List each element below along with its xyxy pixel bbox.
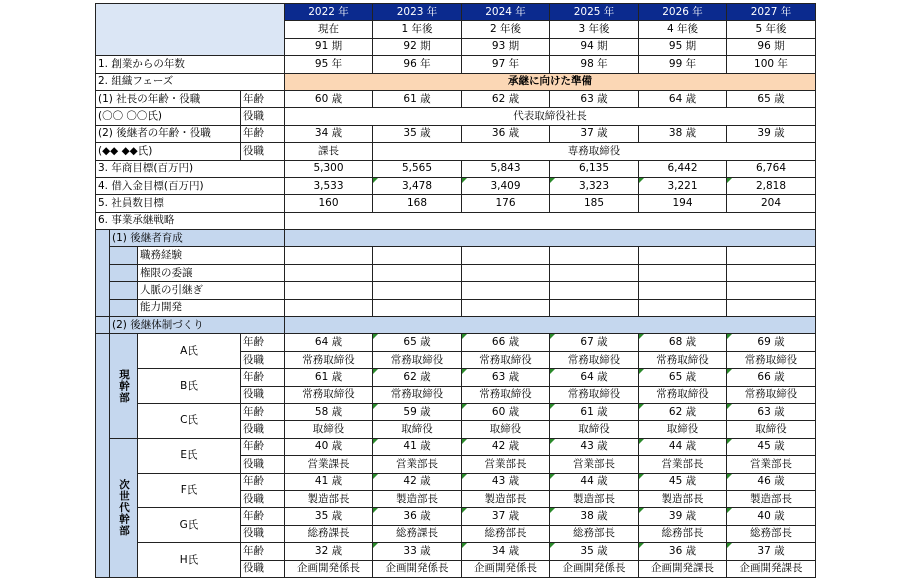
- age-label: 年齢: [241, 125, 285, 142]
- age-cell: 40 歳: [727, 508, 816, 525]
- person-age-row: [96, 334, 816, 351]
- section-fill: [285, 230, 816, 247]
- age-cell: 36 歳: [373, 508, 462, 525]
- age-cell: 64 歳: [550, 369, 639, 386]
- value-cell: 3,221: [639, 177, 727, 194]
- age-cell: 38 歳: [550, 508, 639, 525]
- item-label: 人脈の引継ぎ: [138, 282, 285, 299]
- value-cell: 6,764: [727, 160, 816, 177]
- value-cell: 6,135: [550, 160, 639, 177]
- value-cell: 160: [285, 195, 373, 212]
- role-label: 役職: [241, 421, 285, 438]
- row-label: 3. 年商目標(百万円): [96, 160, 285, 177]
- value-cell: 204: [727, 195, 816, 212]
- role-cell: 常務取締役: [285, 351, 373, 368]
- age-cell: 68 歳: [639, 334, 727, 351]
- row-label-sub: (〇〇 〇〇氏): [96, 108, 241, 125]
- relative-year-cell: 1 年後: [373, 21, 462, 38]
- person-name: B氏: [138, 369, 241, 404]
- section-fill: [285, 317, 816, 334]
- plan-cell: [373, 247, 462, 264]
- indent-cell: [96, 230, 110, 317]
- value-cell: 185: [550, 195, 639, 212]
- plan-cell: [727, 247, 816, 264]
- plan-cell: [727, 282, 816, 299]
- age-cell: 65 歳: [639, 369, 727, 386]
- role-cell: 常務取締役: [639, 351, 727, 368]
- role-cell: 営業部長: [373, 456, 462, 473]
- plan-cell: [727, 264, 816, 281]
- header-row-years: [96, 4, 816, 21]
- phase-value: 承継に向けた準備: [285, 73, 816, 90]
- president-age-row: [96, 90, 816, 107]
- plan-cell: [550, 299, 639, 316]
- item-label: 権限の委譲: [138, 264, 285, 281]
- plan-cell: [285, 264, 373, 281]
- period-cell: 93 期: [462, 38, 550, 55]
- role-cell: 取締役: [550, 421, 639, 438]
- age-label: 年齢: [241, 473, 285, 490]
- row-label: 6. 事業承継戦略: [96, 212, 285, 229]
- age-cell: 39 歳: [639, 508, 727, 525]
- section-label: (2) 後継体制づくり: [110, 317, 285, 334]
- age-cell: 61 歳: [373, 90, 462, 107]
- value-cell: 5,843: [462, 160, 550, 177]
- indent-cell: [110, 247, 138, 264]
- value-cell: 98 年: [550, 56, 639, 73]
- role-label: 役職: [241, 143, 285, 160]
- successor-age-row: [96, 125, 816, 142]
- role-cell: 常務取締役: [550, 351, 639, 368]
- role-cell: 常務取締役: [285, 386, 373, 403]
- plan-cell: [639, 247, 727, 264]
- role-cell: 営業課長: [285, 456, 373, 473]
- age-label: 年齢: [241, 543, 285, 560]
- plan-cell: [462, 264, 550, 281]
- role-cell: 総務部長: [550, 525, 639, 542]
- founding-row: [96, 56, 816, 73]
- role-cell: 企画開発課長: [639, 560, 727, 577]
- age-cell: 60 歳: [462, 403, 550, 420]
- role-cell: 営業部長: [727, 456, 816, 473]
- age-label: 年齢: [241, 369, 285, 386]
- role-cell: 常務取締役: [462, 351, 550, 368]
- role-cell: 取締役: [639, 421, 727, 438]
- value-cell: 5,565: [373, 160, 462, 177]
- role-cell: 営業部長: [462, 456, 550, 473]
- role-cell: 製造部長: [639, 490, 727, 507]
- age-cell: 67 歳: [550, 334, 639, 351]
- indent-cell: [110, 264, 138, 281]
- plan-cell: [462, 247, 550, 264]
- year-cell: 2023 年: [373, 4, 462, 21]
- period-cell: 94 期: [550, 38, 639, 55]
- row-label: 1. 創業からの年数: [96, 56, 285, 73]
- age-cell: 43 歳: [550, 438, 639, 455]
- age-cell: 40 歳: [285, 438, 373, 455]
- period-cell: 95 期: [639, 38, 727, 55]
- value-cell: 97 年: [462, 56, 550, 73]
- age-cell: 35 歳: [550, 543, 639, 560]
- role-cell: 代表取締役社長: [285, 108, 816, 125]
- age-cell: 34 歳: [285, 125, 373, 142]
- person-name: E氏: [138, 438, 241, 473]
- age-cell: 45 歳: [727, 438, 816, 455]
- age-cell: 42 歳: [373, 473, 462, 490]
- indent-cell: [110, 299, 138, 316]
- role-cell: 常務取締役: [727, 386, 816, 403]
- role-cell: 企画開発係長: [550, 560, 639, 577]
- age-cell: 37 歳: [462, 508, 550, 525]
- group-label: 現幹部: [110, 334, 138, 438]
- age-label: 年齢: [241, 334, 285, 351]
- row-label: 4. 借入金目標(百万円): [96, 177, 285, 194]
- row-label: 2. 組織フェーズ: [96, 73, 285, 90]
- age-cell: 63 歳: [727, 403, 816, 420]
- value-cell: 5,300: [285, 160, 373, 177]
- role-cell: 製造部長: [373, 490, 462, 507]
- age-cell: 65 歳: [727, 90, 816, 107]
- plan-cell: [639, 282, 727, 299]
- year-cell: 2025 年: [550, 4, 639, 21]
- age-cell: 44 歳: [639, 438, 727, 455]
- age-cell: 45 歳: [639, 473, 727, 490]
- training-header-row: [96, 230, 816, 247]
- person-age-row: [96, 369, 816, 386]
- age-cell: 32 歳: [285, 543, 373, 560]
- value-cell: 168: [373, 195, 462, 212]
- age-cell: 35 歳: [373, 125, 462, 142]
- age-cell: 69 歳: [727, 334, 816, 351]
- age-cell: 61 歳: [285, 369, 373, 386]
- training-item-row: [96, 264, 816, 281]
- plan-cell: [639, 299, 727, 316]
- age-cell: 59 歳: [373, 403, 462, 420]
- plan-cell: [462, 282, 550, 299]
- age-cell: 63 歳: [462, 369, 550, 386]
- plan-cell: [285, 282, 373, 299]
- age-cell: 43 歳: [462, 473, 550, 490]
- person-name: H氏: [138, 543, 241, 578]
- period-cell: 91 期: [285, 38, 373, 55]
- indent-cell: [110, 282, 138, 299]
- role-label: 役職: [241, 560, 285, 577]
- person-age-row: [96, 543, 816, 560]
- section-label: (1) 後継者育成: [110, 230, 285, 247]
- person-age-row: [96, 473, 816, 490]
- training-item-row: [96, 299, 816, 316]
- role-cell: 常務取締役: [727, 351, 816, 368]
- role-cell: 企画開発係長: [462, 560, 550, 577]
- age-cell: 33 歳: [373, 543, 462, 560]
- plan-cell: [373, 282, 462, 299]
- value-cell: 95 年: [285, 56, 373, 73]
- relative-year-cell: 3 年後: [550, 21, 639, 38]
- role-cell: 課長: [285, 143, 373, 160]
- plan-cell: [550, 264, 639, 281]
- year-cell: 2027 年: [727, 4, 816, 21]
- age-cell: 34 歳: [462, 543, 550, 560]
- age-cell: 41 歳: [285, 473, 373, 490]
- relative-year-cell: 現在: [285, 21, 373, 38]
- year-cell: 2024 年: [462, 4, 550, 21]
- value-cell: 176: [462, 195, 550, 212]
- age-label: 年齢: [241, 90, 285, 107]
- plan-cell: [285, 299, 373, 316]
- age-cell: 46 歳: [727, 473, 816, 490]
- age-cell: 62 歳: [373, 369, 462, 386]
- person-age-row: [96, 438, 816, 455]
- role-cell: 企画開発係長: [285, 560, 373, 577]
- row-label: (2) 後継者の年齢・役職: [96, 125, 241, 142]
- staff-row: [96, 195, 816, 212]
- item-label: 能力開発: [138, 299, 285, 316]
- age-cell: 35 歳: [285, 508, 373, 525]
- age-cell: 61 歳: [550, 403, 639, 420]
- role-label: 役職: [241, 456, 285, 473]
- role-cell: 専務取締役: [373, 143, 816, 160]
- role-cell: 取締役: [462, 421, 550, 438]
- value-cell: 100 年: [727, 56, 816, 73]
- value-cell: 3,323: [550, 177, 639, 194]
- age-cell: 60 歳: [285, 90, 373, 107]
- age-cell: 66 歳: [727, 369, 816, 386]
- role-cell: 総務部長: [462, 525, 550, 542]
- sales-row: [96, 160, 816, 177]
- succession-table: [95, 3, 816, 578]
- age-cell: 58 歳: [285, 403, 373, 420]
- debt-row: [96, 177, 816, 194]
- relative-year-cell: 4 年後: [639, 21, 727, 38]
- role-cell: 取締役: [727, 421, 816, 438]
- role-cell: 製造部長: [727, 490, 816, 507]
- person-name: F氏: [138, 473, 241, 508]
- indent-cell: [96, 334, 110, 577]
- role-cell: 総務部長: [639, 525, 727, 542]
- role-cell: 製造部長: [462, 490, 550, 507]
- age-cell: 64 歳: [639, 90, 727, 107]
- role-cell: 営業部長: [550, 456, 639, 473]
- plan-cell: [550, 247, 639, 264]
- role-cell: 常務取締役: [639, 386, 727, 403]
- role-label: 役職: [241, 490, 285, 507]
- value-cell: 6,442: [639, 160, 727, 177]
- role-cell: 常務取締役: [373, 351, 462, 368]
- role-cell: 総務課長: [373, 525, 462, 542]
- role-cell: 製造部長: [550, 490, 639, 507]
- plan-cell: [550, 282, 639, 299]
- year-cell: 2026 年: [639, 4, 727, 21]
- age-cell: 65 歳: [373, 334, 462, 351]
- person-age-row: [96, 403, 816, 420]
- role-label: 役職: [241, 351, 285, 368]
- president-role-row: [96, 108, 816, 125]
- strategy-blank: [285, 212, 816, 229]
- age-cell: 44 歳: [550, 473, 639, 490]
- role-cell: 企画開発課長: [727, 560, 816, 577]
- plan-cell: [373, 299, 462, 316]
- role-cell: 常務取締役: [550, 386, 639, 403]
- role-cell: 常務取締役: [373, 386, 462, 403]
- value-cell: 194: [639, 195, 727, 212]
- value-cell: 3,533: [285, 177, 373, 194]
- age-cell: 41 歳: [373, 438, 462, 455]
- header-corner: [96, 4, 285, 56]
- age-cell: 37 歳: [727, 543, 816, 560]
- phase-row: [96, 73, 816, 90]
- group-label: 次世代幹部: [110, 438, 138, 577]
- value-cell: 3,409: [462, 177, 550, 194]
- plan-cell: [462, 299, 550, 316]
- age-cell: 36 歳: [462, 125, 550, 142]
- role-cell: 総務課長: [285, 525, 373, 542]
- plan-cell: [373, 264, 462, 281]
- person-name: G氏: [138, 508, 241, 543]
- period-cell: 92 期: [373, 38, 462, 55]
- age-label: 年齢: [241, 508, 285, 525]
- role-cell: 取締役: [373, 421, 462, 438]
- age-cell: 62 歳: [462, 90, 550, 107]
- role-label: 役職: [241, 525, 285, 542]
- age-label: 年齢: [241, 403, 285, 420]
- age-cell: 37 歳: [550, 125, 639, 142]
- role-cell: 製造部長: [285, 490, 373, 507]
- age-cell: 64 歳: [285, 334, 373, 351]
- row-label: (1) 社長の年齢・役職: [96, 90, 241, 107]
- training-item-row: [96, 247, 816, 264]
- age-cell: 62 歳: [639, 403, 727, 420]
- age-cell: 42 歳: [462, 438, 550, 455]
- relative-year-cell: 2 年後: [462, 21, 550, 38]
- value-cell: 3,478: [373, 177, 462, 194]
- training-item-row: [96, 282, 816, 299]
- plan-cell: [639, 264, 727, 281]
- person-age-row: [96, 508, 816, 525]
- relative-year-cell: 5 年後: [727, 21, 816, 38]
- person-name: A氏: [138, 334, 241, 369]
- structure-header-row: [96, 317, 816, 334]
- age-cell: 36 歳: [639, 543, 727, 560]
- value-cell: 99 年: [639, 56, 727, 73]
- role-label: 役職: [241, 386, 285, 403]
- plan-cell: [285, 247, 373, 264]
- strategy-row: [96, 212, 816, 229]
- value-cell: 2,818: [727, 177, 816, 194]
- role-cell: 取締役: [285, 421, 373, 438]
- age-cell: 38 歳: [639, 125, 727, 142]
- person-name: C氏: [138, 403, 241, 438]
- role-cell: 総務部長: [727, 525, 816, 542]
- age-cell: 39 歳: [727, 125, 816, 142]
- role-cell: 常務取締役: [462, 386, 550, 403]
- role-cell: 企画開発係長: [373, 560, 462, 577]
- role-cell: 営業部長: [639, 456, 727, 473]
- indent-cell: [96, 317, 110, 334]
- plan-cell: [727, 299, 816, 316]
- row-label: 5. 社員数目標: [96, 195, 285, 212]
- year-cell: 2022 年: [285, 4, 373, 21]
- period-cell: 96 期: [727, 38, 816, 55]
- age-cell: 63 歳: [550, 90, 639, 107]
- item-label: 職務経験: [138, 247, 285, 264]
- row-label-sub: (◆◆ ◆◆氏): [96, 143, 241, 160]
- age-label: 年齢: [241, 438, 285, 455]
- role-label: 役職: [241, 108, 285, 125]
- age-cell: 66 歳: [462, 334, 550, 351]
- value-cell: 96 年: [373, 56, 462, 73]
- succession-plan-sheet: [95, 3, 816, 578]
- successor-role-row: [96, 143, 816, 160]
